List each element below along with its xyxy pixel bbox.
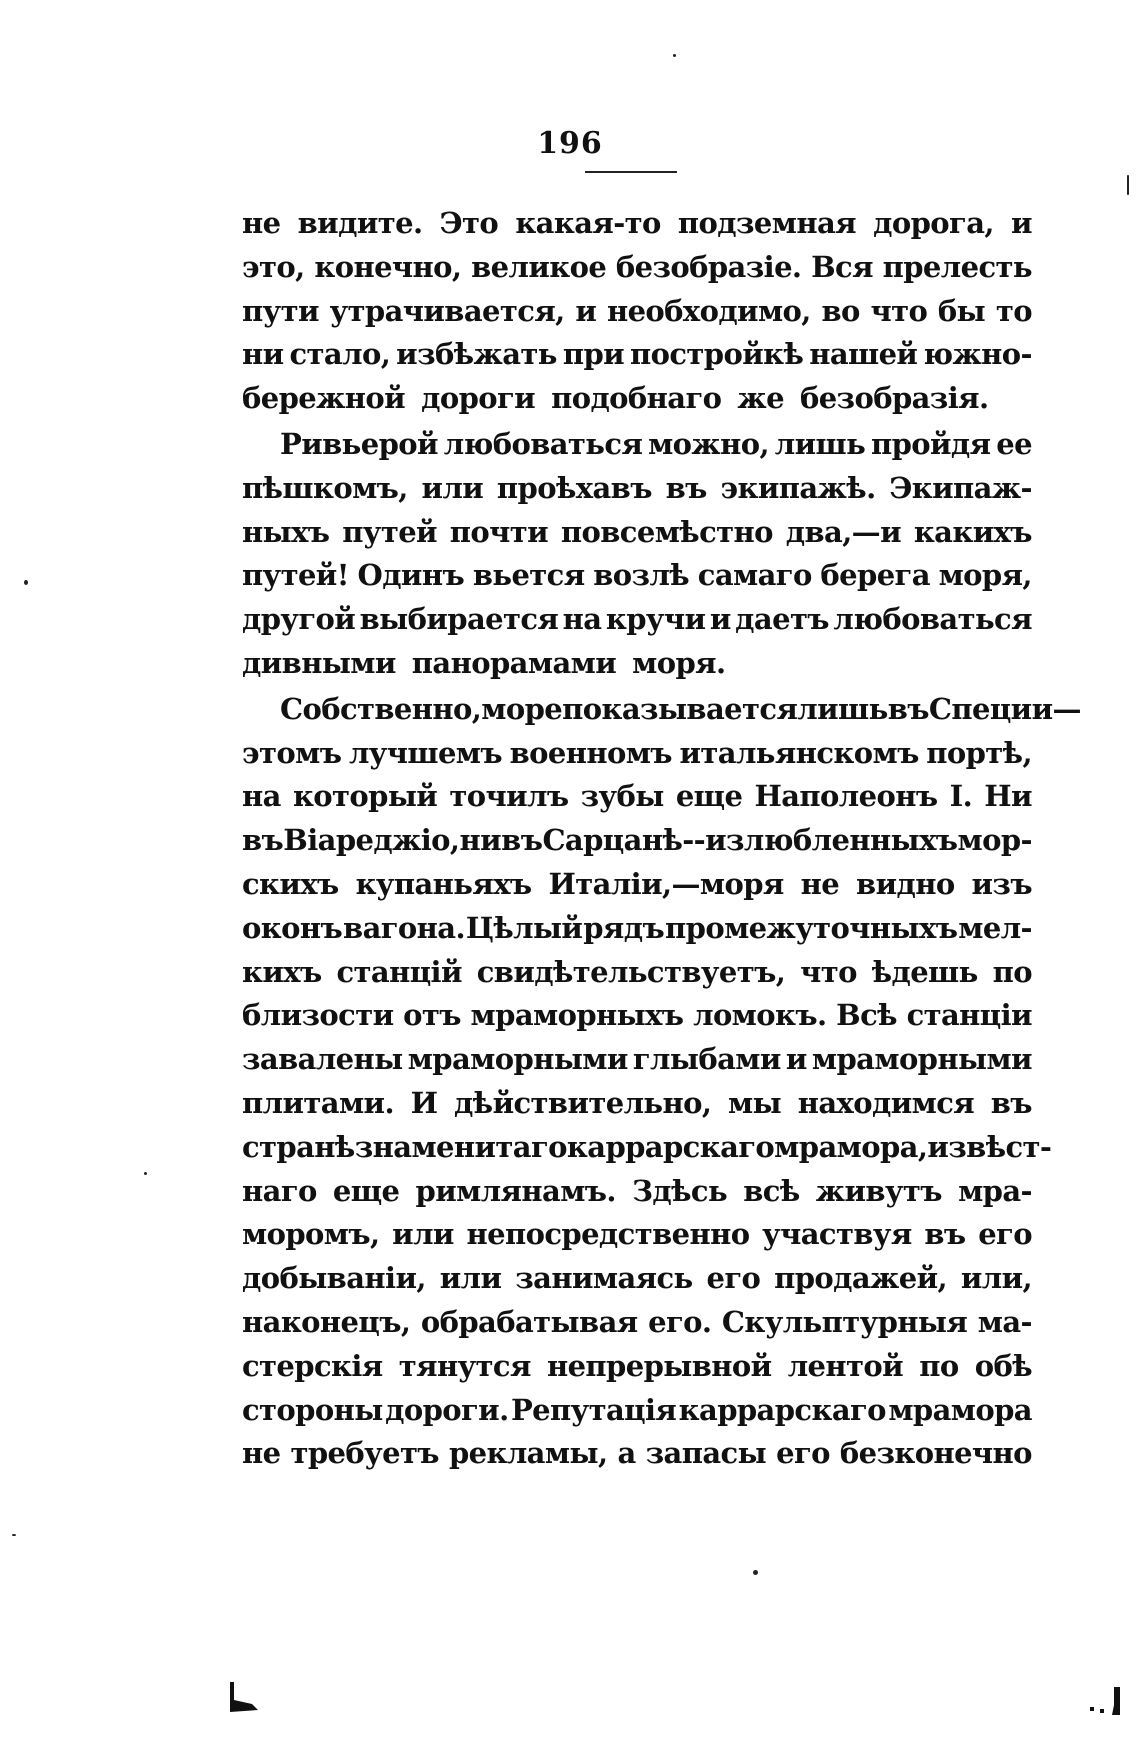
word: обѣ: [974, 1348, 1032, 1383]
word: мраморными: [811, 1042, 1032, 1077]
word: требуетъ: [290, 1436, 439, 1471]
word: ломокъ.: [693, 998, 827, 1033]
word: вагона.: [343, 910, 465, 945]
text-line: [242, 688, 1081, 732]
word: занимаясь: [515, 1261, 693, 1296]
word: лентой: [787, 1348, 904, 1383]
word: стороны: [242, 1392, 383, 1427]
text-line: [242, 1213, 1032, 1257]
word: точилъ: [449, 779, 569, 814]
word: по: [992, 954, 1032, 989]
word: мрамора: [888, 1392, 1032, 1427]
word: показывается: [562, 691, 798, 726]
word: вьется: [472, 558, 585, 593]
text-line: [242, 951, 1032, 995]
text-line: [242, 290, 1032, 334]
word: великое: [471, 249, 607, 284]
word: оконъ: [242, 910, 343, 945]
text-line: [242, 1432, 1032, 1476]
text-line: [242, 819, 1032, 863]
word: и: [785, 1042, 807, 1077]
text-line: [242, 1301, 1032, 1345]
word: I.: [949, 779, 973, 814]
word: пути: [242, 293, 319, 328]
word: постройкѣ: [629, 337, 804, 372]
word: ее: [996, 426, 1032, 461]
word: мел-: [958, 910, 1032, 945]
scan-artifact-mark: [1086, 1685, 1122, 1717]
word: подземная: [677, 206, 857, 240]
scan-speck: [12, 1534, 16, 1536]
text-line: [242, 511, 1032, 555]
word: подобнаго: [551, 381, 722, 416]
text-line: [242, 1170, 1032, 1214]
text-line: [242, 1389, 1032, 1433]
word: запасы: [645, 1436, 767, 1471]
word: рядъ: [583, 910, 665, 945]
word: мрамора,: [774, 1129, 928, 1164]
word: въ: [665, 470, 707, 505]
word: бы: [937, 293, 986, 328]
word: любоваться: [443, 426, 643, 461]
word: какихъ: [913, 514, 1032, 549]
word: видно: [856, 866, 955, 901]
word: не: [800, 866, 840, 901]
word: тянутся: [398, 1348, 531, 1383]
text-line: [242, 246, 1032, 290]
word: наконецъ,: [242, 1304, 411, 1339]
word: Наполеонъ: [754, 779, 938, 814]
word: лишь: [774, 426, 866, 461]
word: лучшемъ: [348, 735, 503, 770]
text-line: [242, 554, 1032, 598]
word: его.: [648, 1304, 712, 1339]
word: Ни: [984, 779, 1032, 814]
word: каррарскаго: [566, 1129, 775, 1164]
word: Цѣлый: [465, 910, 583, 945]
word: продажей,: [774, 1261, 947, 1296]
word: портѣ,: [926, 735, 1032, 770]
word: непосредственно: [466, 1217, 750, 1252]
page-number-rule: [585, 171, 677, 173]
word: плитами.: [242, 1085, 394, 1120]
word: бережной: [242, 381, 406, 416]
word: обрабатывая: [420, 1304, 638, 1339]
word: въ: [990, 1085, 1032, 1120]
word: ни: [459, 823, 502, 858]
word: свидѣтельствуетъ,: [476, 954, 786, 989]
word: Италіи,—моря: [548, 866, 784, 901]
word: военномъ: [509, 735, 672, 770]
word: всѣ: [743, 1173, 800, 1208]
word: дивными: [242, 645, 396, 680]
text-line: [242, 907, 1032, 951]
word: и: [1011, 206, 1032, 240]
word: какая-то: [515, 206, 661, 240]
word: пѣшкомъ,: [242, 470, 408, 505]
text-line: [242, 1257, 1032, 1301]
word: необходимо,: [606, 293, 811, 328]
word: мраморными: [407, 1042, 628, 1077]
word: мор-: [957, 823, 1032, 858]
text-line: [242, 994, 1032, 1038]
word: безконечно: [839, 1436, 1032, 1471]
word: прелесть: [882, 249, 1032, 284]
word: не: [242, 1436, 281, 1471]
word: или,: [960, 1261, 1032, 1296]
word: И: [410, 1085, 438, 1120]
word: Собственно,: [242, 691, 482, 726]
word: въ: [887, 691, 929, 726]
word: безобразія.: [799, 381, 989, 416]
text-line: [242, 1126, 1052, 1170]
word: море: [481, 691, 563, 726]
word: другой: [242, 602, 356, 637]
word: Специи—: [928, 691, 1081, 726]
word: пройдя: [870, 426, 991, 461]
word: Экипаж-: [889, 470, 1032, 505]
word: что: [870, 293, 928, 328]
word: и: [709, 602, 731, 637]
word: а: [617, 1436, 636, 1471]
word: утрачивается,: [329, 293, 565, 328]
text-line: [242, 1345, 1032, 1389]
word: купаньяхъ: [355, 866, 532, 901]
word: или: [439, 1261, 502, 1296]
word: почти: [449, 514, 549, 549]
word: участвуя: [762, 1217, 912, 1252]
word: Репутація: [510, 1392, 677, 1427]
word: добываніи,: [242, 1261, 426, 1296]
word: дороги: [421, 381, 536, 416]
word: изъ: [971, 866, 1032, 901]
word: видите.: [297, 206, 423, 240]
word: глыбами: [632, 1042, 781, 1077]
word: выбирается: [359, 602, 559, 637]
text-line: [242, 423, 1032, 467]
word: моря.: [632, 645, 726, 680]
word: два,—и: [785, 514, 901, 549]
word: Это: [439, 206, 499, 240]
word: мраморныхъ: [470, 998, 684, 1033]
scan-speck: [1127, 175, 1129, 195]
word: Скульптурныя: [721, 1304, 968, 1339]
word: Здѣсь: [632, 1173, 728, 1208]
word: каррарскаго: [678, 1392, 886, 1427]
word: Одинъ: [357, 558, 465, 593]
word: Сарцанѣ--излюбленныхъ: [542, 823, 958, 858]
word: при: [562, 337, 625, 372]
word: путей: [342, 514, 437, 549]
word: наго: [242, 1173, 317, 1208]
word: еще: [332, 1173, 400, 1208]
word: или: [421, 470, 484, 505]
word: дороги.: [385, 1392, 509, 1427]
text-line: [242, 775, 1032, 819]
word: ѣдешь: [871, 954, 978, 989]
scan-speck: [673, 54, 676, 57]
word: самаго: [697, 558, 812, 593]
word: живутъ: [815, 1173, 942, 1208]
word: же: [737, 381, 784, 416]
word: во: [821, 293, 860, 328]
word: любоваться: [833, 602, 1032, 637]
word: этомъ: [242, 735, 342, 770]
word: на: [562, 602, 602, 637]
body-text: [242, 202, 1081, 1476]
word: моромъ,: [242, 1217, 380, 1252]
word: Вся: [811, 249, 873, 284]
word: который: [292, 779, 438, 814]
word: и: [575, 293, 597, 328]
text-line: [242, 1038, 1032, 1082]
word: по: [919, 1348, 959, 1383]
word: его: [706, 1261, 761, 1296]
word: мы: [728, 1085, 782, 1120]
word: завалены: [242, 1042, 403, 1077]
word: проѣхавъ: [496, 470, 652, 505]
text-line: [242, 598, 1032, 642]
word: берега: [820, 558, 930, 593]
word: нашей: [809, 337, 918, 372]
word: конечно,: [314, 249, 462, 284]
word: Всѣ: [836, 998, 897, 1033]
word: скихъ: [242, 866, 339, 901]
text-line: [242, 642, 1032, 686]
word: дѣйствительно,: [454, 1085, 712, 1120]
text-line: [242, 732, 1032, 776]
scan-speck: [144, 1172, 147, 1175]
word: знаменитаго: [354, 1129, 567, 1164]
word: южно-: [923, 337, 1032, 372]
word: кихъ: [242, 954, 322, 989]
word: путей!: [242, 558, 349, 593]
text-line: [242, 377, 1032, 421]
word: повсемѣстно: [560, 514, 773, 549]
word: моря,: [938, 558, 1032, 593]
scan-artifact-mark: [228, 1680, 268, 1714]
word: ма-: [977, 1304, 1032, 1339]
text-line: [242, 333, 1032, 377]
word: или: [392, 1217, 454, 1252]
word: стало,: [289, 337, 391, 372]
word: странѣ: [242, 1129, 355, 1164]
word: промежуточныхъ: [665, 910, 958, 945]
word: въ: [924, 1217, 966, 1252]
word: римлянамъ.: [415, 1173, 616, 1208]
word: станціи: [906, 998, 1032, 1033]
word: въ: [242, 823, 284, 858]
word: не: [242, 206, 281, 240]
word: находимся: [797, 1085, 975, 1120]
word: дорога,: [873, 206, 994, 240]
word: ни: [242, 337, 284, 372]
scan-speck: [753, 1570, 758, 1575]
word: его: [978, 1217, 1032, 1252]
word: рекламы,: [448, 1436, 608, 1471]
word: его: [776, 1436, 830, 1471]
word: безобразіе.: [615, 249, 802, 284]
text-line: [242, 467, 1032, 511]
text-line: [242, 863, 1032, 907]
word: отъ: [403, 998, 461, 1033]
word: это,: [242, 249, 305, 284]
page-number: 196: [537, 126, 603, 161]
scan-speck: [24, 580, 28, 585]
word: даетъ: [735, 602, 829, 637]
text-line: [242, 1082, 1032, 1126]
word: еще: [675, 779, 743, 814]
word: панорамами: [411, 645, 617, 680]
word: можно,: [648, 426, 769, 461]
word: зубы: [580, 779, 664, 814]
word: что: [800, 954, 857, 989]
word: ныхъ: [242, 514, 330, 549]
word: Ривьерой: [242, 426, 438, 461]
word: близости: [242, 998, 394, 1033]
word: экипажѣ.: [720, 470, 876, 505]
text-line: [242, 202, 1032, 246]
word: станцій: [336, 954, 462, 989]
word: въ: [501, 823, 543, 858]
word: возлѣ: [593, 558, 690, 593]
word: итальянскомъ: [679, 735, 919, 770]
word: лишь: [797, 691, 888, 726]
word: непрерывной: [546, 1348, 772, 1383]
word: на: [242, 779, 281, 814]
word: Віареджіо,: [283, 823, 460, 858]
word: кручи: [605, 602, 706, 637]
word: стерскія: [242, 1348, 383, 1383]
word: избѣжать: [396, 337, 557, 372]
word: извѣст-: [927, 1129, 1052, 1164]
word: то: [995, 293, 1032, 328]
word: мра-: [958, 1173, 1032, 1208]
